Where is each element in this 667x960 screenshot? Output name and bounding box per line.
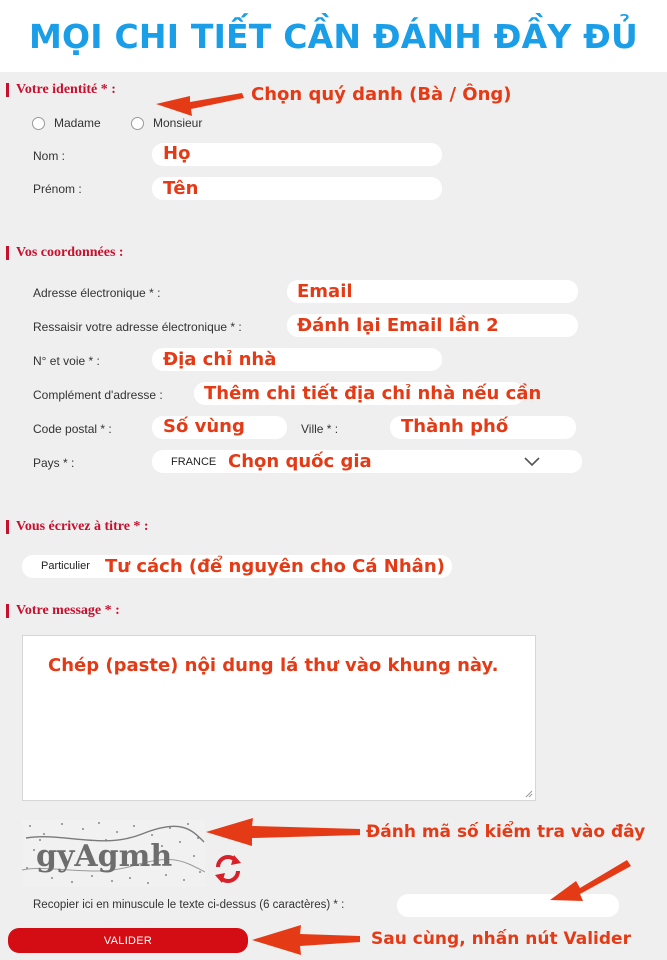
monsieur-label: Monsieur [153,116,203,130]
madame-label: Madame [54,116,101,130]
captcha-image [22,820,205,887]
resize-handle-icon[interactable] [525,790,533,798]
prenom-label: Prénom : [33,182,82,196]
annotation-title-choice: Chọn quý danh (Bà / Ông) [251,84,512,105]
city-label: Ville * : [301,422,339,436]
chevron-down-icon [524,456,540,467]
country-value: FRANCE [171,456,217,468]
annotation-submit: Sau cùng, nhấn nút Valider [371,929,631,949]
section-writing-as-title: Vous écrivez à titre * : [0,519,149,535]
radio-madame[interactable] [32,117,45,130]
captcha-noise [22,820,205,887]
arrow-to-captcha [206,818,360,846]
email-confirm-label: Ressaisir votre adresse électronique * : [33,320,242,334]
annotation-captcha: Đánh mã số kiểm tra vào đây [366,822,646,842]
annotation-postal: Số vùng [163,416,245,437]
arrow-to-valider [252,925,360,955]
section-message-title: Votre message * : [0,603,120,619]
section-coords-title: Vos coordonnées : [0,245,124,261]
captcha-text: gyAgmh [36,839,173,874]
complement-label: Complément d'adresse : [33,388,163,402]
annotation-nom: Họ [163,143,191,164]
street-label: N° et voie * : [33,354,100,368]
refresh-captcha-icon[interactable] [212,853,244,885]
postal-label: Code postal * : [33,422,112,436]
banner-title: MỌI CHI TIẾT CẦN ĐÁNH ĐẦY ĐỦ [29,16,638,56]
annotation-message: Chép (paste) nội dung lá thư vào khung này. [48,655,499,676]
annotation-email-confirm: Đánh lại Email lần 2 [297,315,499,336]
email-label: Adresse électronique * : [33,286,161,300]
annotation-prenom: Tên [163,178,199,199]
country-label: Pays * : [33,456,75,470]
section-identity-title: Votre identité * : [0,82,116,98]
annotation-country: Chọn quốc gia [228,451,372,472]
annotation-city: Thành phố [401,416,509,437]
captcha-instruction: Recopier ici en minuscule le texte ci-dessus (6 caractères) * : [33,899,345,911]
annotation-writing-as: Tư cách (để nguyên cho Cá Nhân) [105,556,445,577]
radio-monsieur[interactable] [131,117,144,130]
arrow-to-title-choice [156,93,244,116]
captcha-input[interactable] [397,894,619,917]
annotation-complement: Thêm chi tiết địa chỉ nhà nếu cần [204,383,542,404]
nom-input[interactable] [152,143,442,166]
banner [0,0,667,72]
annotation-street: Địa chỉ nhà [163,349,277,370]
nom-label: Nom : [33,149,66,163]
writing-as-value: Particulier [41,560,90,572]
valider-button[interactable]: VALIDER [8,928,248,953]
annotation-email: Email [297,281,353,302]
